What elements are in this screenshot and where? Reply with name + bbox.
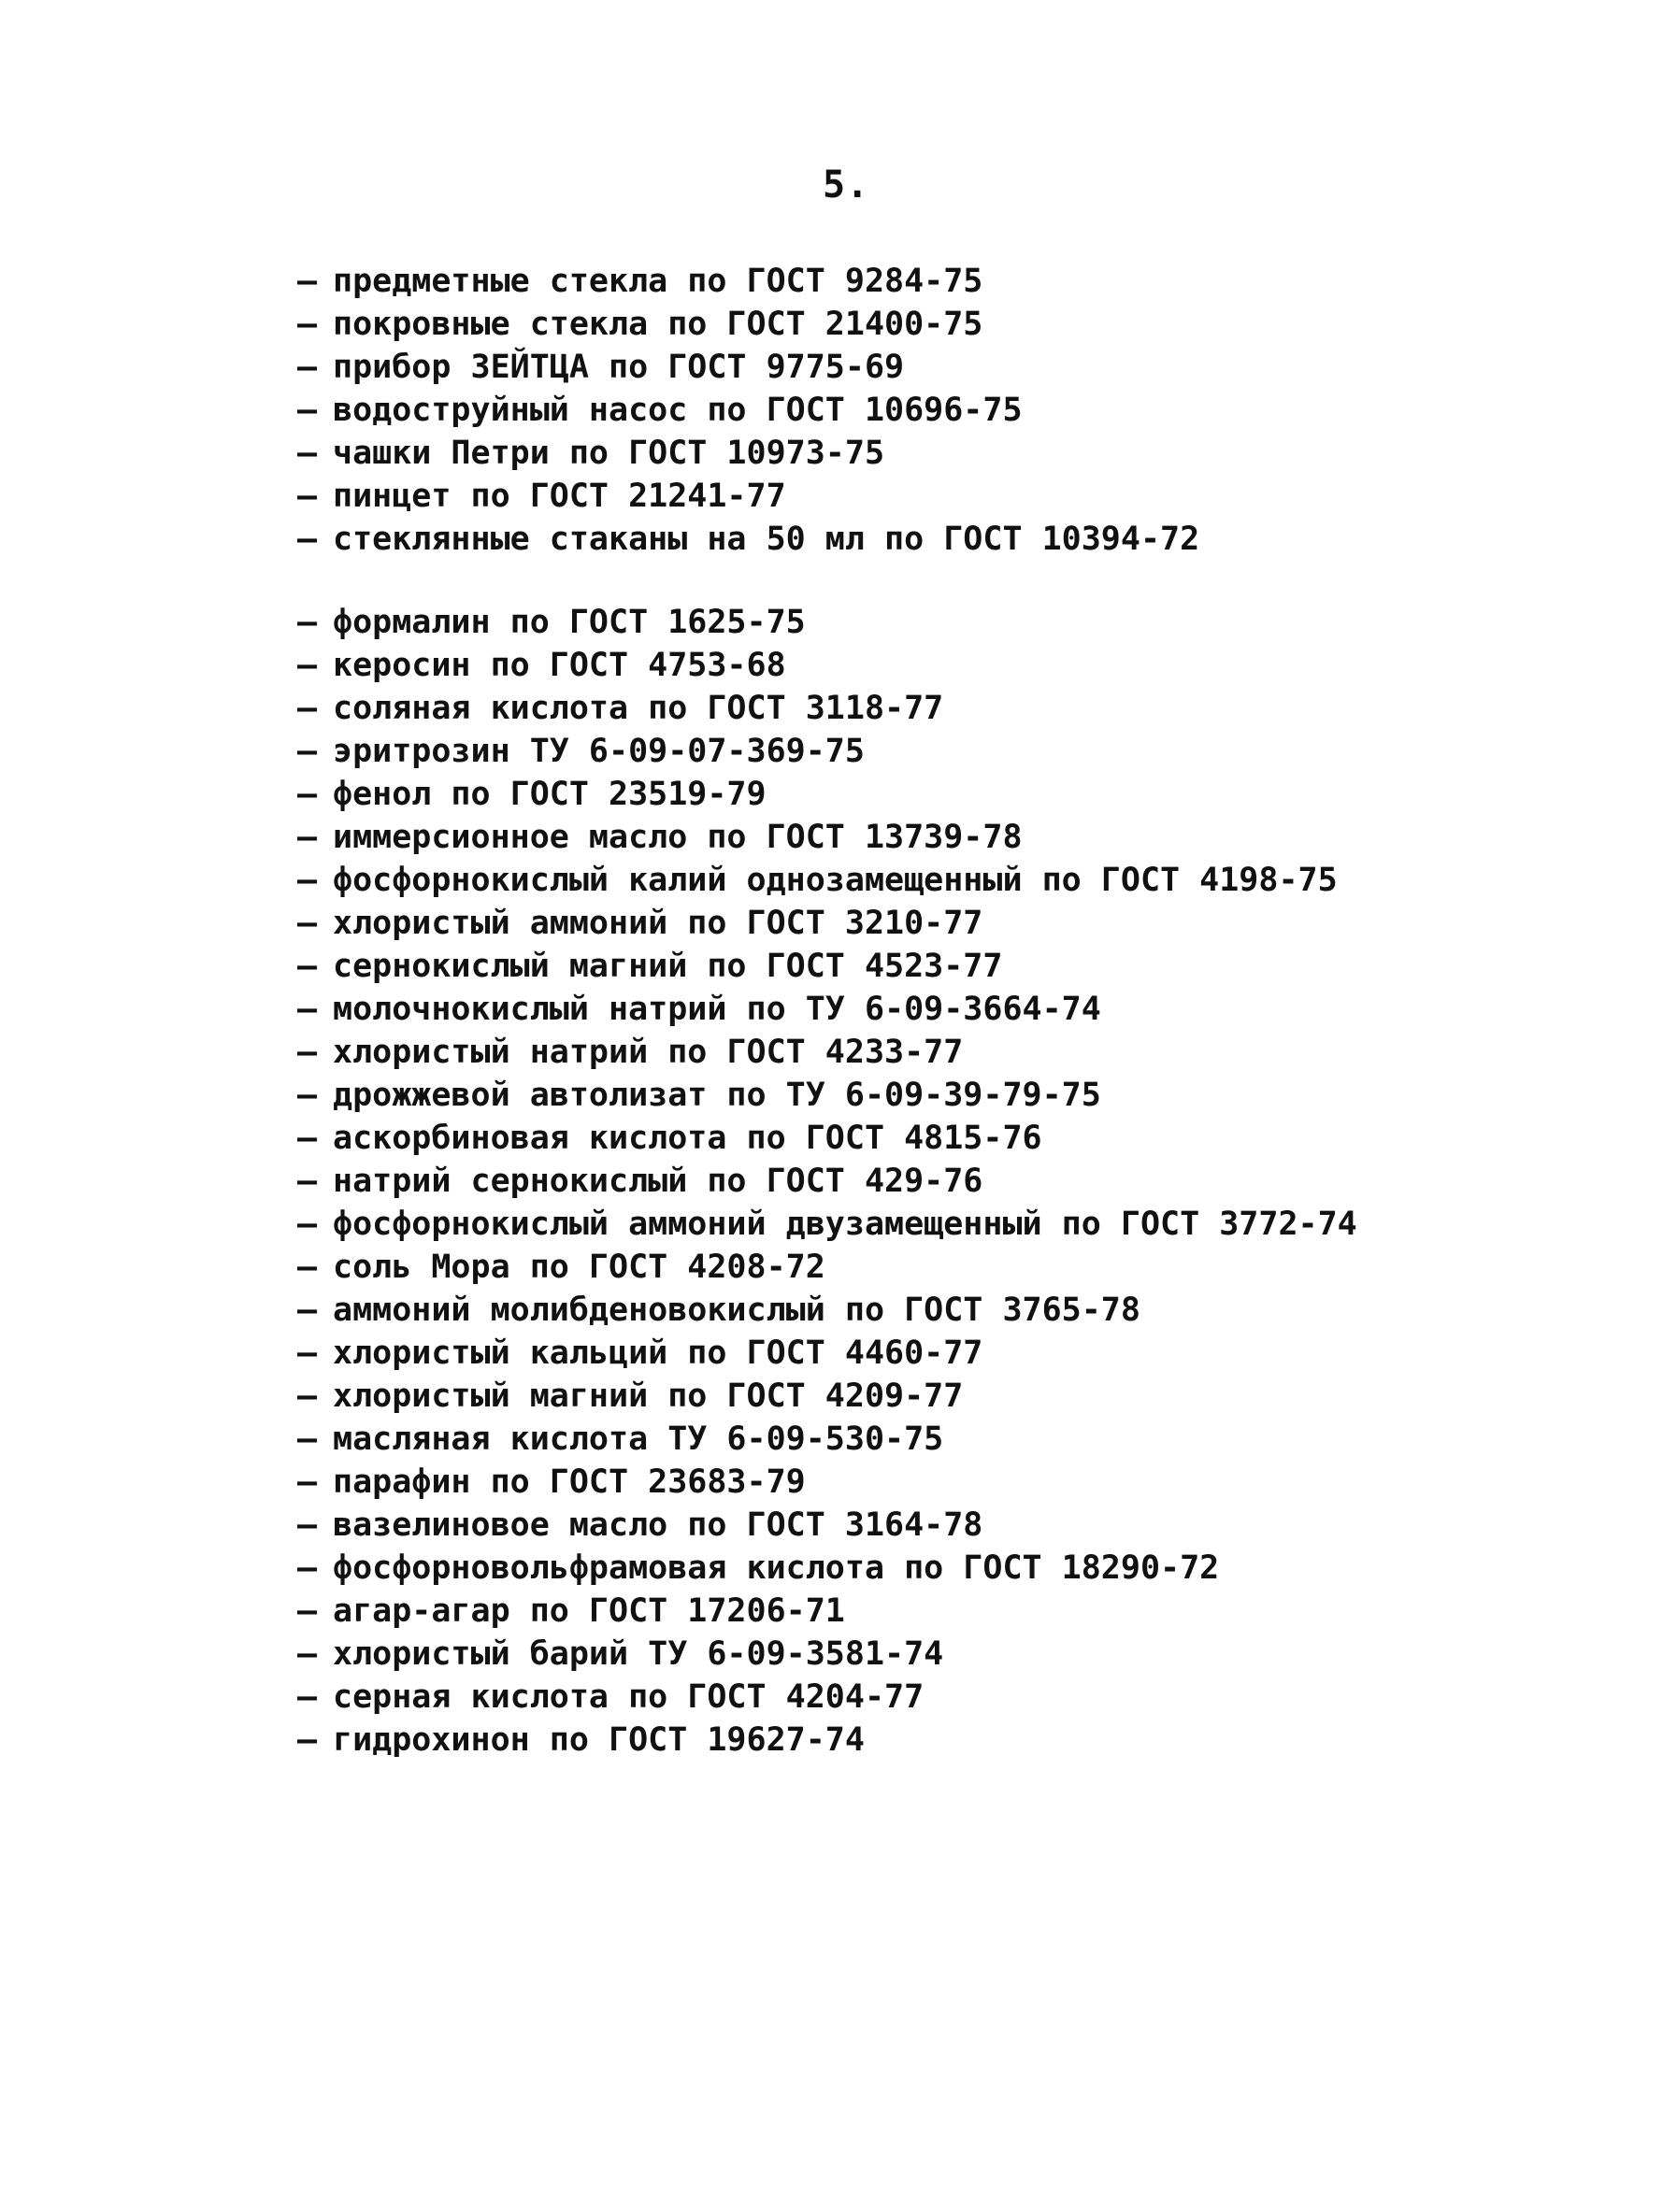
list-item-text: натрий сернокислый по ГОСТ 429-76 <box>333 1163 983 1200</box>
bullet-dash: – <box>297 1721 318 1759</box>
bullet-dash: – <box>297 306 318 343</box>
list-item-text: хлористый магний по ГОСТ 4209-77 <box>333 1377 964 1415</box>
list-item-text: хлористый кальций по ГОСТ 4460-77 <box>333 1334 983 1372</box>
list-item <box>297 432 1419 475</box>
bullet-dash: – <box>297 1034 318 1071</box>
bullet-dash: – <box>297 604 318 641</box>
list-item <box>297 601 1419 644</box>
list-item <box>297 730 1419 773</box>
list-item-text: молочнокислый натрий по ТУ 6-09-3664-74 <box>333 991 1101 1028</box>
list-item <box>297 1203 1419 1246</box>
list-item <box>297 1418 1419 1461</box>
bullet-dash: – <box>297 1377 318 1415</box>
list-item-text: сернокислый магний по ГОСТ 4523-77 <box>333 948 1003 985</box>
list-item-text: масляная кислота ТУ 6-09-530-75 <box>333 1420 944 1458</box>
bullet-dash: – <box>297 1592 318 1630</box>
bullet-dash: – <box>297 776 318 813</box>
list-item-text: хлористый барий ТУ 6-09-3581-74 <box>333 1635 944 1673</box>
bullet-dash: – <box>297 478 318 515</box>
list-item <box>297 1074 1419 1117</box>
bullet-dash: – <box>297 1077 318 1114</box>
list-item-text: фенол по ГОСТ 23519-79 <box>333 776 767 813</box>
list-item-text: агар-агар по ГОСТ 17206-71 <box>333 1592 845 1630</box>
list-item-text: серная кислота по ГОСТ 4204-77 <box>333 1678 925 1716</box>
list-item-text: эритрозин ТУ 6-09-07-369-75 <box>333 733 865 770</box>
list-item <box>297 1332 1419 1375</box>
list-item <box>297 687 1419 730</box>
list-item <box>297 346 1419 389</box>
list-item-text: покровные стекла по ГОСТ 21400-75 <box>333 306 983 343</box>
list-item <box>297 773 1419 816</box>
bullet-dash: – <box>297 1249 318 1286</box>
bullet-dash: – <box>297 1506 318 1544</box>
list-item <box>297 1117 1419 1160</box>
list-item <box>297 518 1419 561</box>
list-item <box>297 1246 1419 1289</box>
bullet-dash: – <box>297 1206 318 1243</box>
bullet-dash: – <box>297 905 318 942</box>
bullet-dash: – <box>297 521 318 558</box>
list-item-text: гидрохинон по ГОСТ 19627-74 <box>333 1721 865 1759</box>
bullet-dash: – <box>297 263 318 300</box>
list-item-text: фосфорнокислый калий однозамещенный по ГОСТ 4198-75 <box>333 862 1338 899</box>
list-item <box>297 988 1419 1031</box>
bullet-dash: – <box>297 392 318 429</box>
list-item-text: стеклянные стаканы на 50 мл по ГОСТ 10394-72 <box>333 521 1200 558</box>
list-item <box>297 859 1419 902</box>
list-item-text: аммоний молибденовокислый по ГОСТ 3765-78 <box>333 1292 1140 1329</box>
list-item <box>297 1160 1419 1203</box>
bullet-dash: – <box>297 1120 318 1157</box>
list-item <box>297 945 1419 988</box>
list-item <box>297 816 1419 859</box>
bullet-dash: – <box>297 733 318 770</box>
reagents-list <box>297 601 1419 1762</box>
list-item <box>297 1031 1419 1074</box>
list-item-text: соль Мора по ГОСТ 4208-72 <box>333 1249 825 1286</box>
bullet-dash: – <box>297 1549 318 1587</box>
list-item-text: формалин по ГОСТ 1625-75 <box>333 604 806 641</box>
list-item-text: соляная кислота по ГОСТ 3118-77 <box>333 690 944 727</box>
list-item-text: фосфорнокислый аммоний двузамещенный по ГОСТ 3772-74 <box>333 1206 1357 1243</box>
bullet-dash: – <box>297 435 318 472</box>
bullet-dash: – <box>297 1678 318 1716</box>
list-item-text: аскорбиновая кислота по ГОСТ 4815-76 <box>333 1120 1042 1157</box>
list-item <box>297 260 1419 303</box>
page-number: 5. <box>823 164 870 207</box>
list-item-text: хлористый аммоний по ГОСТ 3210-77 <box>333 905 983 942</box>
bullet-dash: – <box>297 690 318 727</box>
list-item-text: водоструйный насос по ГОСТ 10696-75 <box>333 392 1023 429</box>
list-item-text: вазелиновое масло по ГОСТ 3164-78 <box>333 1506 983 1544</box>
bullet-dash: – <box>297 1292 318 1329</box>
bullet-dash: – <box>297 1635 318 1673</box>
bullet-dash: – <box>297 1163 318 1200</box>
bullet-dash: – <box>297 1420 318 1458</box>
bullet-dash: – <box>297 349 318 386</box>
list-item <box>297 644 1419 687</box>
list-item <box>297 1633 1419 1676</box>
list-item-text: предметные стекла по ГОСТ 9284-75 <box>333 263 983 300</box>
list-item <box>297 1547 1419 1590</box>
list-item <box>297 902 1419 945</box>
list-item <box>297 1461 1419 1504</box>
bullet-dash: – <box>297 991 318 1028</box>
bullet-dash: – <box>297 948 318 985</box>
list-item <box>297 389 1419 432</box>
list-item-text: хлористый натрий по ГОСТ 4233-77 <box>333 1034 964 1071</box>
list-item <box>297 1289 1419 1332</box>
list-item <box>297 1590 1419 1633</box>
list-item <box>297 1676 1419 1719</box>
equipment-list <box>297 260 1419 561</box>
bullet-dash: – <box>297 819 318 856</box>
list-item <box>297 1375 1419 1418</box>
list-item <box>297 475 1419 518</box>
list-item <box>297 303 1419 346</box>
bullet-dash: – <box>297 647 318 684</box>
list-item-text: парафин по ГОСТ 23683-79 <box>333 1463 806 1501</box>
bullet-dash: – <box>297 1463 318 1501</box>
list-item <box>297 1719 1419 1762</box>
bullet-dash: – <box>297 1334 318 1372</box>
bullet-dash: – <box>297 862 318 899</box>
list-item-text: чашки Петри по ГОСТ 10973-75 <box>333 435 885 472</box>
list-item-text: фосфорновольфрамовая кислота по ГОСТ 18290-72 <box>333 1549 1220 1587</box>
list-item-text: прибор ЗЕЙТЦА по ГОСТ 9775-69 <box>333 349 905 386</box>
list-item-text: пинцет по ГОСТ 21241-77 <box>333 478 786 515</box>
list-item-text: дрожжевой автолизат по ТУ 6-09-39-79-75 <box>333 1077 1101 1114</box>
list-item-text: керосин по ГОСТ 4753-68 <box>333 647 786 684</box>
list-item <box>297 1504 1419 1547</box>
list-item-text: иммерсионное масло по ГОСТ 13739-78 <box>333 819 1023 856</box>
